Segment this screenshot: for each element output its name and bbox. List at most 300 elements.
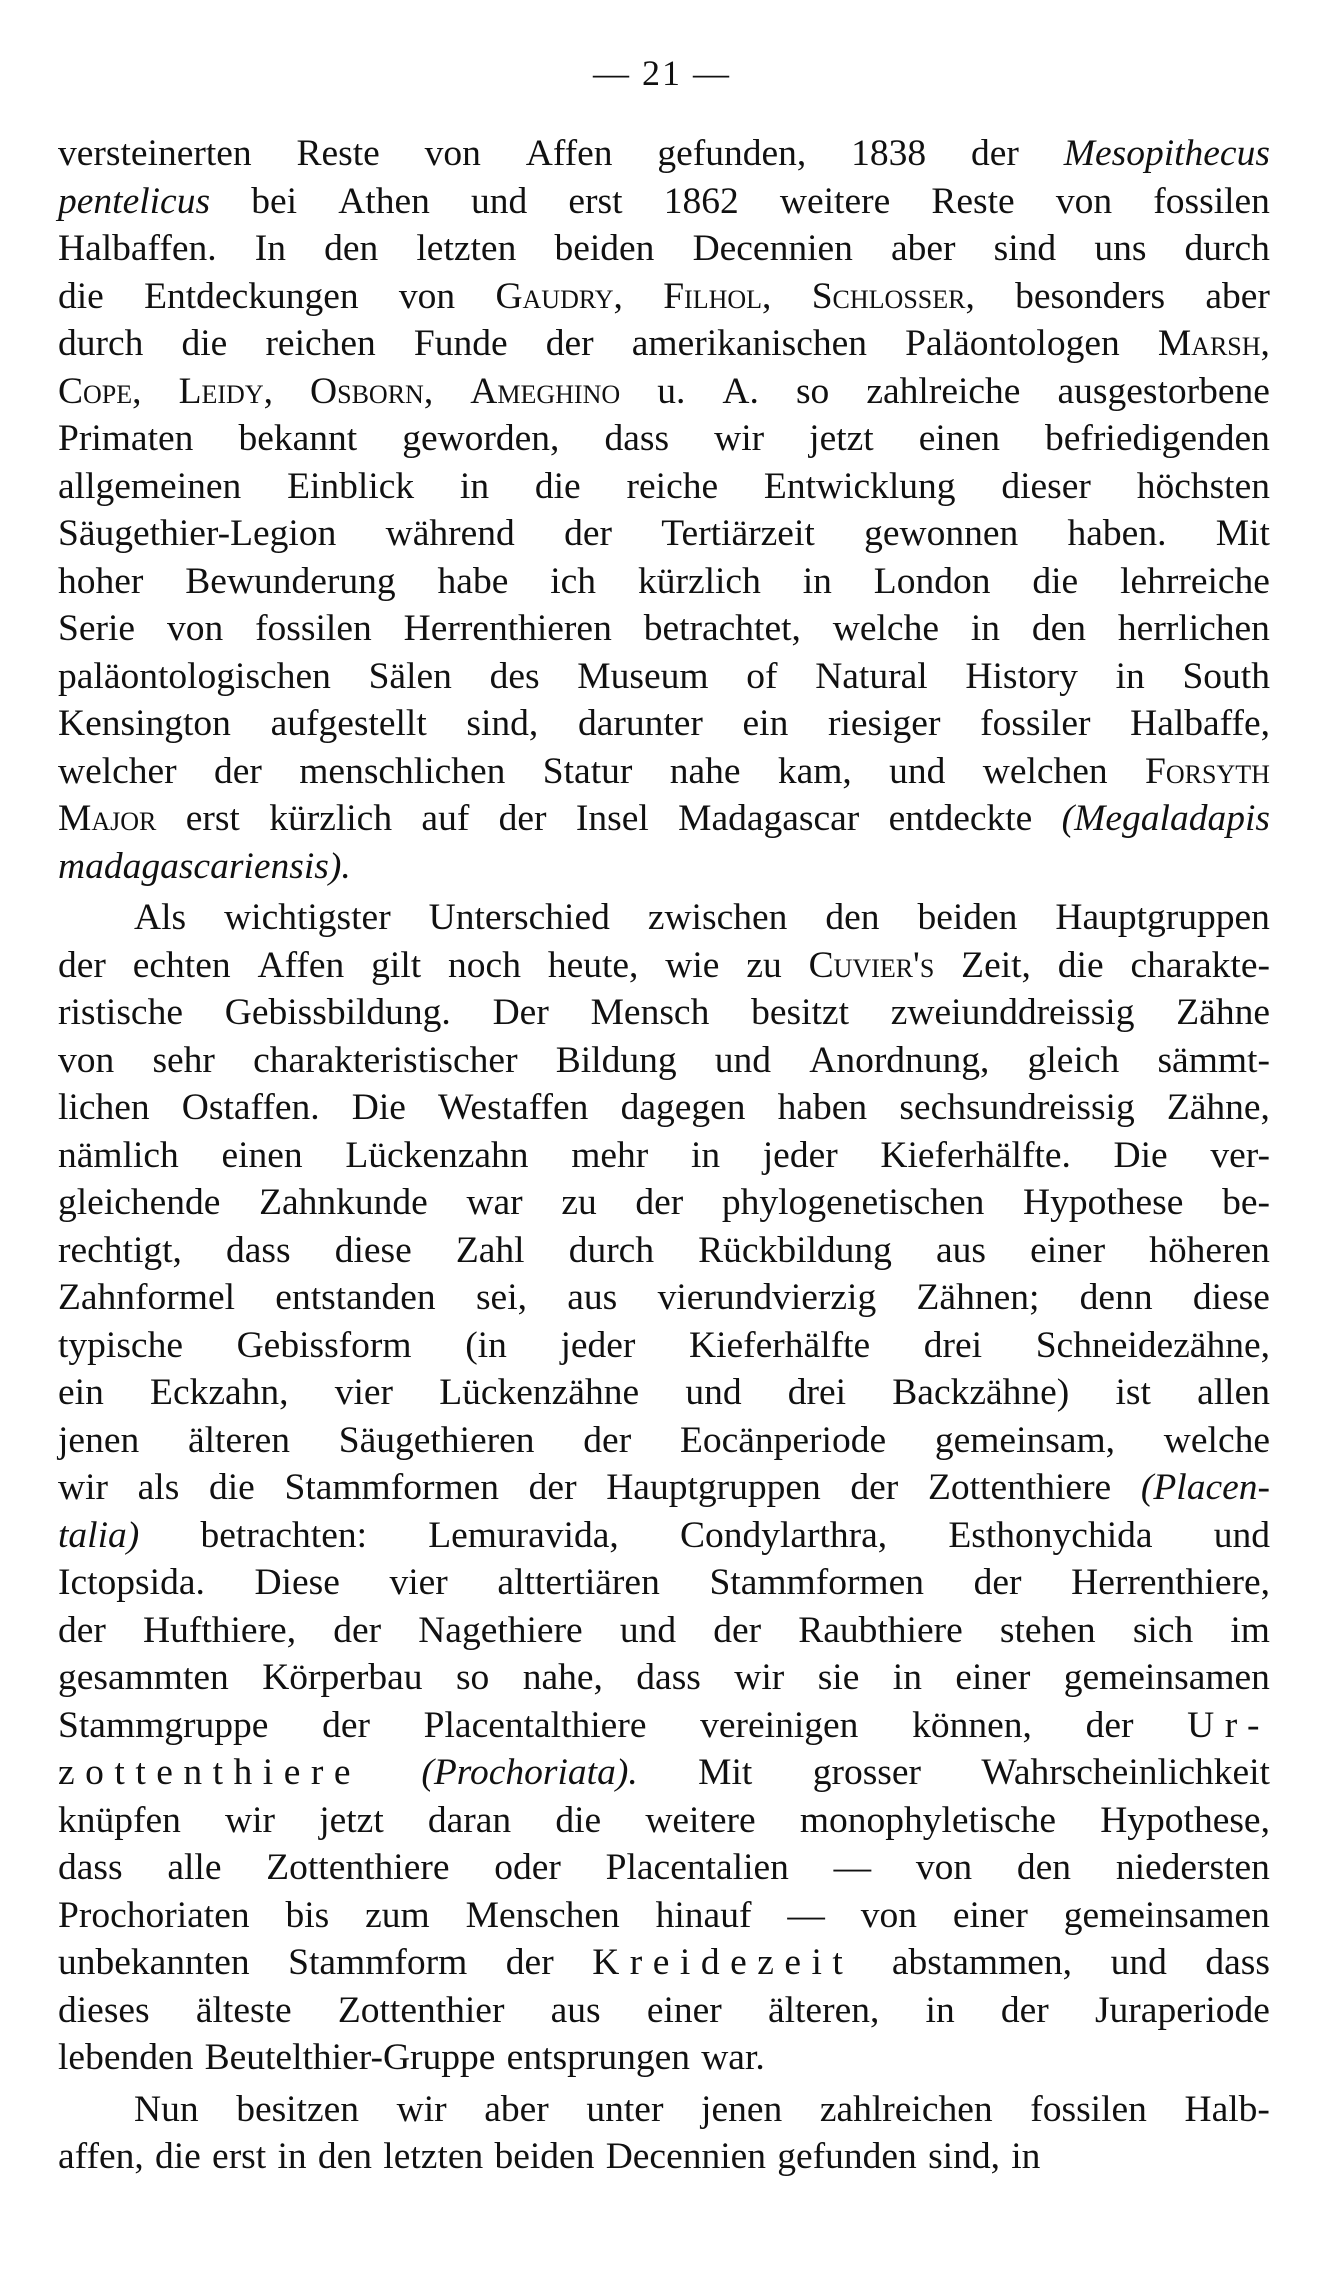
- word: sind,: [466, 703, 539, 744]
- word: den: [317, 2136, 373, 2177]
- word: Beutelthier-Gruppe: [204, 2037, 496, 2078]
- word: Herrenthiere,: [1071, 1562, 1270, 1603]
- word: des: [489, 655, 540, 697]
- word: menschlichen: [299, 750, 506, 792]
- word: Decennien: [605, 2136, 767, 2177]
- word: wir: [58, 1467, 108, 1508]
- word: entdeckte: [888, 798, 1033, 839]
- word: wir: [714, 418, 765, 459]
- word: jeder: [762, 1134, 838, 1176]
- word: in: [277, 2136, 307, 2177]
- word: einer: [955, 1657, 1031, 1698]
- word: bei: [251, 180, 298, 222]
- word: charakte-: [1130, 944, 1270, 986]
- word: wir: [396, 2088, 447, 2130]
- word: jenen: [58, 1419, 140, 1461]
- word: der: [564, 513, 612, 554]
- word: in: [690, 1134, 721, 1176]
- word: einer: [1030, 1229, 1106, 1271]
- word: wichtigster: [224, 897, 391, 938]
- word: jetzt: [809, 418, 874, 459]
- word: History: [965, 655, 1078, 697]
- text-line: [58, 2133, 1270, 2181]
- word: ristische: [58, 992, 183, 1033]
- word: und: [1213, 1514, 1270, 1556]
- word: welchen: [982, 750, 1108, 792]
- word: entstanden: [275, 1277, 436, 1318]
- word: Zähnen;: [916, 1277, 1040, 1318]
- text-line: [58, 1654, 1270, 1702]
- paragraph: [58, 894, 1270, 2082]
- word: von: [1055, 180, 1113, 222]
- word: Filhol,: [663, 275, 772, 317]
- word: aus: [550, 1989, 601, 2031]
- word: nämlich: [58, 1134, 179, 1176]
- word: die: [58, 275, 104, 317]
- text-line: [58, 1892, 1270, 1940]
- body-text: [58, 130, 1270, 2181]
- word: sie: [817, 1657, 860, 1698]
- word: und: [889, 750, 946, 792]
- word: nahe,: [522, 1657, 603, 1698]
- word: zahlreichen: [819, 2088, 993, 2130]
- word: fossiler: [980, 703, 1091, 744]
- word: der: [498, 798, 547, 839]
- text-line: [58, 1084, 1270, 1132]
- word: zottenthiere: [58, 1752, 361, 1793]
- word: Sälen: [368, 655, 452, 697]
- word: Forsyth: [1145, 750, 1270, 792]
- word: Backzähne): [892, 1372, 1070, 1413]
- word: noch: [448, 944, 521, 986]
- text-line: [58, 178, 1270, 226]
- word: madagascariensis).: [58, 845, 351, 887]
- word: nahe: [669, 750, 741, 792]
- text-line: [58, 273, 1270, 321]
- word: kam,: [777, 750, 852, 792]
- word: Zahl: [455, 1229, 525, 1271]
- word: Gebissform: [236, 1324, 412, 1366]
- word: Cope,: [58, 370, 142, 412]
- word: charakteristischer: [253, 1039, 518, 1081]
- word: lebenden: [58, 2037, 194, 2078]
- word: älteste: [195, 1989, 292, 2031]
- word: von: [424, 133, 481, 174]
- word: dagegen: [620, 1087, 746, 1128]
- word: dass: [58, 1847, 123, 1888]
- word: Tertiärzeit: [661, 513, 815, 554]
- word: Mensch: [590, 992, 710, 1033]
- word: Ur-: [1187, 1704, 1270, 1746]
- word: ein: [742, 703, 789, 744]
- word: von: [915, 1847, 973, 1888]
- word: von: [58, 1039, 115, 1081]
- word: Natural: [815, 655, 928, 697]
- word: vereinigen: [700, 1704, 859, 1746]
- word: Prochoriaten: [58, 1894, 250, 1936]
- word: Condylarthra,: [679, 1514, 888, 1556]
- word: durch: [568, 1229, 655, 1271]
- word: ich: [550, 560, 597, 602]
- word: denn: [1079, 1277, 1153, 1318]
- word: Zottenthiere: [266, 1847, 450, 1888]
- word: —: [833, 1847, 872, 1888]
- word: und: [619, 1609, 677, 1651]
- word: Decennien: [692, 228, 853, 269]
- word: Marsh,: [1157, 323, 1270, 364]
- word: Placentalthiere: [423, 1704, 647, 1746]
- word: ein: [58, 1372, 104, 1413]
- word: ver-: [1210, 1134, 1270, 1176]
- word: (in: [465, 1324, 507, 1366]
- word: Madagascar: [678, 798, 860, 839]
- word: während: [385, 513, 515, 554]
- text-line: [58, 2086, 1270, 2134]
- word: sind: [993, 228, 1057, 269]
- word: Einblick: [287, 465, 415, 507]
- word: hinauf: [655, 1894, 752, 1936]
- word: lichen: [58, 1087, 150, 1128]
- word: welche: [832, 608, 939, 649]
- word: Athen: [338, 180, 430, 222]
- word: lehrreiche: [1120, 560, 1270, 602]
- word: Lückenzahn: [345, 1134, 529, 1176]
- word: alttertiären: [497, 1562, 660, 1603]
- word: Stammgruppe: [58, 1704, 269, 1746]
- word: den: [324, 228, 379, 269]
- word: der: [58, 1609, 106, 1651]
- word: monophyletische: [799, 1799, 1057, 1841]
- word: der: [528, 1467, 577, 1508]
- word: Stammformen: [709, 1562, 924, 1603]
- word: rechtigt,: [58, 1229, 182, 1271]
- word: der: [583, 1419, 632, 1461]
- word: Rückbildung: [698, 1229, 892, 1271]
- word: letzten: [383, 2136, 484, 2177]
- word: Bildung: [555, 1039, 677, 1081]
- word: Paläontologen: [905, 323, 1120, 364]
- page-number: — 21 —: [593, 53, 731, 93]
- word: Reste: [296, 133, 380, 174]
- word: gemeinsamen: [1063, 1894, 1270, 1936]
- word: Mesopithecus: [1063, 133, 1270, 174]
- word: Säugethier-Legion: [58, 513, 337, 554]
- word: Halbaffen.: [58, 228, 217, 269]
- word: einen: [221, 1134, 303, 1176]
- word: darunter: [577, 703, 703, 744]
- word: dieser: [1001, 465, 1091, 507]
- word: Gaudry,: [495, 275, 623, 317]
- text-line: [58, 320, 1270, 368]
- word: und: [471, 180, 528, 222]
- word: Kensington: [58, 703, 231, 744]
- word: zum: [365, 1894, 430, 1936]
- text-line: [58, 1939, 1270, 1987]
- word: gefunden,: [657, 133, 807, 174]
- word: Zottenthiere: [927, 1467, 1112, 1508]
- word: Serie: [58, 608, 136, 649]
- word: war.: [701, 2037, 765, 2078]
- word: echten: [132, 944, 231, 986]
- word: (Placen-: [1140, 1467, 1270, 1508]
- word: (Prochoriata).: [421, 1752, 638, 1793]
- word: betrachtet,: [643, 608, 801, 649]
- word: pentelicus: [58, 180, 211, 222]
- word: entsprungen: [506, 2037, 690, 2078]
- word: sechsundreissig: [899, 1087, 1135, 1128]
- word: Kieferhälfte.: [880, 1134, 1071, 1176]
- word: kürzlich: [637, 560, 761, 602]
- word: sehr: [152, 1039, 215, 1081]
- word: vierundvierzig: [657, 1277, 877, 1318]
- word: der: [973, 1562, 1022, 1603]
- word: Säugethieren: [338, 1419, 535, 1461]
- word: gemeinsam,: [934, 1419, 1116, 1461]
- word: fossilen: [1030, 2088, 1147, 2130]
- word: von: [860, 1894, 917, 1936]
- word: Gebissbildung.: [224, 992, 451, 1033]
- word: Mit: [698, 1752, 753, 1793]
- word: be-: [1222, 1182, 1270, 1223]
- word: vier: [334, 1372, 394, 1413]
- word: zahlreiche: [866, 370, 1021, 412]
- word: jetzt: [319, 1799, 384, 1841]
- word: Statur: [542, 750, 633, 792]
- word: die: [208, 1467, 255, 1508]
- word: bis: [285, 1894, 330, 1936]
- word: aus: [936, 1229, 987, 1271]
- word: als: [137, 1467, 180, 1508]
- word: Stammform: [288, 1942, 468, 1983]
- text-line: [58, 894, 1270, 942]
- word: war: [466, 1182, 523, 1223]
- word: drei: [787, 1372, 847, 1413]
- word: Eocänperiode: [679, 1419, 887, 1461]
- word: den: [1016, 1847, 1072, 1888]
- word: ist: [1115, 1372, 1151, 1413]
- text-line: [58, 1227, 1270, 1275]
- word: die: [555, 1799, 602, 1841]
- text-line: [58, 942, 1270, 990]
- word: weitere: [645, 1799, 756, 1841]
- word: Ameghino: [470, 370, 621, 412]
- word: paläontologischen: [58, 655, 331, 697]
- word: erst: [568, 180, 623, 222]
- word: Kreidezeit: [592, 1942, 854, 1983]
- word: ausgestorbene: [1057, 370, 1270, 412]
- text-line: [58, 1987, 1270, 2035]
- word: Esthonychida: [948, 1514, 1153, 1556]
- paragraph: [58, 130, 1270, 890]
- word: aber: [891, 228, 956, 269]
- word: phylogenetischen: [721, 1182, 985, 1223]
- word: der: [1085, 1704, 1134, 1746]
- word: niedersten: [1115, 1847, 1270, 1888]
- word: Herrenthieren: [403, 608, 612, 649]
- word: Hypothese: [1023, 1182, 1184, 1223]
- word: betrachten:: [200, 1514, 368, 1556]
- word: Schneidezähne,: [1035, 1324, 1270, 1366]
- word: bekannt: [238, 418, 358, 459]
- word: Affen: [525, 133, 613, 174]
- word: beiden: [917, 897, 1018, 938]
- word: Raubthiere: [798, 1609, 963, 1651]
- word: Lemuravida,: [428, 1514, 619, 1556]
- word: besonders: [1015, 275, 1166, 317]
- word: aber: [484, 2088, 549, 2130]
- word: und: [714, 1039, 772, 1081]
- word: der: [635, 1182, 684, 1223]
- word: Hufthiere,: [143, 1609, 297, 1651]
- word: grosser: [812, 1752, 922, 1793]
- word: 1862: [663, 180, 739, 222]
- word: dass: [1205, 1942, 1270, 1983]
- word: Osborn,: [310, 370, 434, 412]
- word: Primaten: [58, 418, 194, 459]
- word: aber: [1205, 275, 1270, 317]
- text-line: [58, 558, 1270, 606]
- word: —: [787, 1894, 825, 1936]
- word: geworden,: [402, 418, 560, 459]
- word: gewonnen: [864, 513, 1019, 554]
- word: aus: [567, 1277, 618, 1318]
- word: in: [970, 608, 1001, 649]
- word: fossilen: [255, 608, 372, 649]
- word: diese: [1192, 1277, 1270, 1318]
- word: älteren: [187, 1419, 290, 1461]
- word: diese: [334, 1229, 412, 1271]
- word: dass: [604, 418, 670, 459]
- word: wir: [225, 1799, 276, 1841]
- word: typische: [58, 1324, 183, 1366]
- word: Körperbau: [262, 1657, 423, 1698]
- word: so: [455, 1657, 490, 1698]
- word: von: [398, 275, 456, 317]
- word: (Megaladapis: [1061, 798, 1270, 839]
- word: gefunden: [777, 2136, 917, 2177]
- word: in: [892, 1657, 922, 1698]
- word: erst: [185, 798, 240, 839]
- word: Als: [134, 897, 187, 938]
- word: mehr: [571, 1134, 649, 1176]
- word: Entwicklung: [763, 465, 956, 507]
- word: Lückenzähne: [439, 1372, 640, 1413]
- word: Schlosser,: [811, 275, 975, 317]
- text-line: [58, 1274, 1270, 1322]
- text-line: [58, 1464, 1270, 1512]
- word: in: [925, 1989, 955, 2031]
- text-line: [58, 1132, 1270, 1180]
- word: Nun: [134, 2088, 199, 2130]
- word: wir: [734, 1657, 785, 1698]
- word: Wahrscheinlichkeit: [981, 1752, 1270, 1793]
- word: Placentalien: [605, 1847, 789, 1888]
- word: können,: [912, 1704, 1032, 1746]
- word: letzten: [416, 228, 517, 269]
- word: welcher: [58, 750, 177, 792]
- word: Bewunderung: [185, 560, 396, 602]
- word: Anordnung,: [809, 1039, 990, 1081]
- word: der: [333, 1609, 382, 1651]
- word: beiden: [554, 228, 655, 269]
- word: Zahnformel: [58, 1277, 236, 1318]
- word: Hauptgruppen: [1055, 897, 1270, 938]
- word: knüpfen: [58, 1799, 181, 1841]
- word: allen: [1197, 1372, 1270, 1413]
- word: zwischen: [647, 897, 788, 938]
- word: reichen: [265, 323, 376, 364]
- word: Reste: [931, 180, 1015, 222]
- text-line: [58, 510, 1270, 558]
- word: zweiunddreissig: [890, 992, 1135, 1033]
- word: gesammten: [58, 1657, 229, 1698]
- word: jenen: [701, 2088, 783, 2130]
- word: riesiger: [827, 703, 941, 744]
- word: versteinerten: [58, 133, 252, 174]
- word: weitere: [779, 180, 891, 222]
- word: herrlichen: [1117, 608, 1270, 649]
- word: dieses: [58, 1989, 150, 2031]
- word: älteren,: [767, 1989, 880, 2031]
- word: zu: [746, 944, 782, 986]
- word: Menschen: [465, 1894, 620, 1936]
- word: Halb-: [1184, 2088, 1270, 2130]
- word: die: [154, 2136, 201, 2177]
- word: Cuvier's: [808, 944, 935, 986]
- text-line: [58, 415, 1270, 463]
- text-line: [58, 989, 1270, 1037]
- word: einen: [918, 418, 1000, 459]
- word: fossilen: [1153, 180, 1270, 222]
- word: wie: [665, 944, 720, 986]
- word: dass: [226, 1229, 291, 1271]
- word: Halbaffe,: [1130, 703, 1270, 744]
- word: South: [1182, 655, 1270, 697]
- word: sich: [1132, 1609, 1194, 1651]
- word: in: [1011, 2136, 1041, 2177]
- word: kürzlich: [269, 798, 393, 839]
- word: der: [58, 944, 106, 986]
- word: sämmt-: [1157, 1039, 1270, 1081]
- word: alle: [167, 1847, 222, 1888]
- word: Westaffen: [438, 1087, 589, 1128]
- word: von: [166, 608, 224, 649]
- word: vier: [389, 1562, 448, 1603]
- word: durch: [1184, 228, 1270, 269]
- text-line: [58, 795, 1270, 843]
- word: of: [746, 655, 778, 697]
- word: drei: [923, 1324, 983, 1366]
- word: Insel: [575, 798, 649, 839]
- word: Diese: [254, 1562, 340, 1603]
- word: gleichende: [58, 1182, 221, 1223]
- word: Der: [492, 992, 549, 1033]
- text-line: [58, 653, 1270, 701]
- word: daran: [427, 1799, 512, 1841]
- word: Nagethiere: [418, 1609, 583, 1651]
- text-line: [58, 605, 1270, 653]
- word: heute,: [547, 944, 639, 986]
- word: Die: [1113, 1134, 1168, 1176]
- text-line: [58, 1417, 1270, 1465]
- word: die: [181, 323, 228, 364]
- text-line: [58, 1322, 1270, 1370]
- word: Affen: [257, 944, 345, 986]
- word: Hauptgruppen: [606, 1467, 821, 1508]
- word: abstammen,: [891, 1942, 1073, 1983]
- word: Zeit,: [961, 944, 1031, 986]
- text-line: [58, 1844, 1270, 1892]
